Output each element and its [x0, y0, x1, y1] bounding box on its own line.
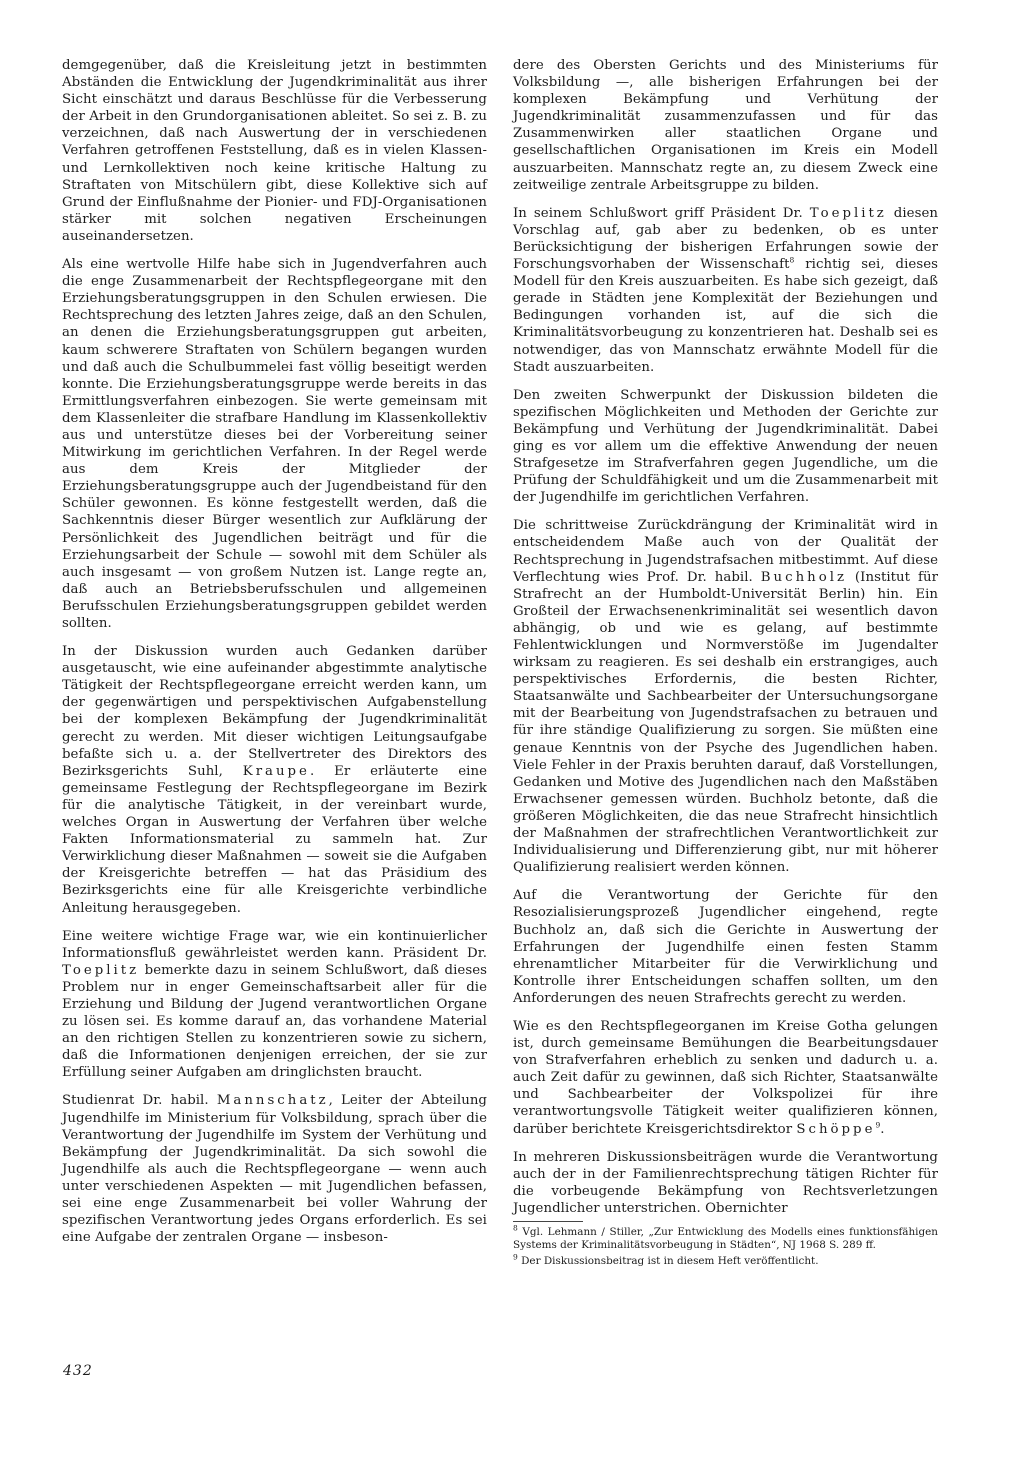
person-name: Schöppe — [796, 1121, 876, 1137]
footnote-reference[interactable]: 8 — [789, 255, 795, 265]
paragraph-text: Wie es den Rechtspflegeorganen im Kreise Gotha gelungen ist, durch gemeinsame Bemühungen die Bearbeitungsdauer von Strafverfahren erheblich zu senken und dadurch u. a. auch Zeit dafür zu gewinnen, daß sich Richter, Staatsanwälte und Sachbearbeiter der Volkspolizei für ihre verantwortungsvolle Tätigkeit weiter qualifizieren können, darüber berichtete Kreisgerichtsdirektor — [513, 1018, 938, 1137]
paragraph-text: Eine weitere wichtige Frage war, wie ein kontinuierlicher Informationsfluß gewährleistet werden kann. Präsident Dr. — [62, 928, 487, 961]
footnote-reference[interactable]: 9 — [875, 1120, 881, 1130]
person-name: Toeplitz — [809, 205, 887, 221]
paragraph-text: In mehreren Diskussionsbeiträgen wurde die Verantwortung auch der in der Familienrechtsprechung tätigen Richter für die vorbeugende Bekämpfung von Rechtsverletzungen Jugendlicher unterstrichen. Obernichter — [513, 1149, 938, 1216]
paragraph — [62, 1092, 487, 1246]
paragraph — [513, 1018, 938, 1138]
paragraph-text: . — [880, 1121, 885, 1137]
paragraph — [513, 887, 938, 1007]
paragraph — [62, 643, 487, 917]
paragraph — [513, 387, 938, 507]
footnote-divider — [513, 1221, 583, 1222]
person-name: Kraupe — [242, 763, 310, 779]
paragraph — [513, 1149, 938, 1217]
paragraph-text: In der Diskussion wurden auch Gedanken darüber ausgetauscht, wie eine aufeinander abgestimmte analytische Tätigkeit der Rechtspflegeorgane erreicht werden kann, um der gegenwärtigen und perspektivischen Aufgabenstellung bei der komplexen Bekämpfung der Jugendkriminalität gerecht zu werden. Mit dieser wichtigen Leitungsaufgabe befaßte sich u. a. der Stellvertreter des Direktors des Bezirksgerichts Suhl, — [62, 644, 487, 779]
paragraph — [62, 256, 487, 632]
page-number: 432 — [63, 1363, 93, 1379]
person-name: Toeplitz — [62, 962, 140, 978]
footnote-text: Vgl. Lehmann / Stiller, „Zur Entwicklung des Modells eines funktionsfähigen Systems der Kriminalitätsvorbeugung in Städten“, NJ 1968 S. 289 ff. — [513, 1226, 938, 1252]
footnote-text: Der Diskussionsbeitrag ist in diesem Heft veröffentlicht. — [521, 1255, 819, 1268]
paragraph — [62, 928, 487, 1082]
right-column — [513, 57, 938, 1272]
footnote — [513, 1252, 938, 1268]
paragraph — [513, 205, 938, 376]
footnote-mark: 8 — [513, 1223, 518, 1233]
paragraph-text: Die schrittweise Zurückdrängung der Kriminalität wird in entscheidendem Maße auch von der Qualität der Rechtsprechung in Jugendstrafsachen mitbestimmt. Auf diese Verflechtung wies Prof. Dr. habil. — [513, 518, 938, 585]
person-name: Buchholz — [760, 569, 847, 585]
paragraph-text: demgegenüber, daß die Kreisleitung jetzt in bestimmten Abständen die Entwicklung der Jugendkriminalität aus ihrer Sicht einschätzt und daraus Beschlüsse für die Verbesserung der Arbeit in den Grundorganisationen ableitet. So sei z. B. zu verzeichnen, daß nach Auswertung der in verschiedenen Verfahren getroffenen Feststellung, daß es in vielen Klassen- und Lernkollektiven noch keine kritische Haltung zu Straftaten von Mitschülern gibt, diese Kollektive sich auf Grund der Einflußnahme der Pionier- und FDJ-Organisationen stärker mit solchen negativen Erscheinungen auseinandersetzen. — [62, 58, 487, 244]
footnote — [513, 1223, 938, 1252]
paragraph-text: Auf die Verantwortung der Gerichte für den Resozialisierungsprozeß Jugendlicher eingehend, regte Buchholz an, daß sich die Gerichte in Auswertung der Erfahrungen der Jugendhilfe einen festen Stamm ehrenamtlicher Mitarbeiter für die Verwirklichung und Kontrolle ihrer Entscheidungen schaffen sollten, um den Anforderungen des neuen Strafrechts gerecht zu werden. — [513, 888, 938, 1006]
paragraph-text: bemerkte dazu in seinem Schlußwort, daß dieses Problem nur in enger Gemeinschaftsarbeit aller für die Erziehung und Bildung der Jugend verantwortlichen Organe zu lösen sei. Es komme darauf an, das vorhandene Material an den richtigen Stellen zu konzentrieren sowie zu sichern, daß die Informationen denjenigen erreichen, der sie zur Erfüllung seiner Aufgaben am dringlichsten braucht. — [62, 962, 487, 1081]
paragraph-text: . Er erläuterte eine gemeinsame Festlegung der Rechtspflegeorgane im Bezirk für die analytische Tätigkeit, in der vereinbart wurde, welches Organ in Auswertung der Verfahren über welche Fakten Informationsmaterial zu sammeln hat. Zur Verwirklichung dieser Maßnahmen — soweit sie die Aufgaben der Kreisgerichte betreffen — hat das Präsidium des Bezirksgerichts eine für alle Kreisgerichte verbindliche Anleitung herausgegeben. — [62, 763, 487, 916]
paragraph-text: Studienrat Dr. habil. — [62, 1093, 217, 1109]
paragraph — [62, 57, 487, 245]
paragraph-text: Den zweiten Schwerpunkt der Diskussion bildeten die spezifischen Möglichkeiten und Methoden der Gerichte zur Bekämpfung und Verhütung der Jugendkriminalität. Dabei ging es vor allem um die effektive Anwendung der neuen Strafgesetze im Strafverfahren gegen Jugendliche, um die Prüfung der Schuldfähigkeit und um die Zusammenarbeit mit der Jugendhilfe im gerichtlichen Verfahren. — [513, 387, 938, 506]
left-column — [62, 57, 487, 1257]
paragraph-text: , Leiter der Abteilung Jugendhilfe im Ministerium für Volksbildung, sprach über die Verantwortung der Jugendhilfe im System der Verhütung und Bekämpfung der Jugendkriminalität. Da sich sowohl die Jugendhilfe als auch die Rechtspflegeorgane — wenn auch unter verschiedenen Aspekten — mit Jugendlichen befassen, sei eine enge Zusammenarbeit bei voller Wahrung der spezifischen Verantwortung jedes Organs erforderlich. Es sei eine Aufgabe der zentralen Organe — insbeson- — [62, 1093, 487, 1246]
person-name: Mannschatz — [216, 1093, 329, 1109]
footnote-mark: 9 — [513, 1252, 518, 1262]
paragraph-text: richtig sei, dieses Modell für den Kreis auszuarbeiten. Es habe sich gezeigt, daß gerade in Städten jene Komplexität der Beziehungen und Bedingungen vorhanden ist, auf die sich die Kriminalitätsvorbeugung zu konzentrieren hat. Deshalb sei es notwendiger, das von Mannschatz erwähnte Modell für die Stadt auszuarbeiten. — [513, 257, 938, 375]
paragraph — [513, 57, 938, 194]
paragraph — [513, 517, 938, 876]
paragraph-text: (Institut für Strafrecht an der Humboldt-Universität Berlin) hin. Ein Großteil der Erwachsenenkriminalität sei wesentlich davon abhängig, ob und wie es gelang, auf bestimmte Fehlentwicklungen und Normverstöße im Jugendalter wirksam zu reagieren. Es sei deshalb ein erstrangiges, auch perspektivisches Erfordernis, die besten Richter, Staatsanwälte und Sachbearbeiter der Untersuchungsorgane mit der Bearbeitung von Jugendstrafsachen zu betrauen und für ihre ständige Qualifizierung zu sorgen. Sie müßten eine genaue Kenntnis von der Psyche des Jugendlichen haben. Viele Fehler in der Praxis beruhten darauf, daß Vorstellungen, Gedanken und Motive des Jugendlichen nach den Maßstäben Erwachsener gemessen würden. Buchholz betonte, daß die größeren Möglichkeiten, die das neue Strafrecht hinsichtlich der Maßnahmen der strafrechtlichen Verantwortlichkeit zur Individualisierung und Differenzierung gibt, nur mit höherer Qualifizierung realisiert werden können. — [513, 569, 939, 876]
paragraph-text: dere des Obersten Gerichts und des Ministeriums für Volksbildung —, alle bisherigen Erfahrungen bei der komplexen Bekämpfung und Verhütung der Jugendkriminalität zusammenzufassen und für das Zusammenwirken aller staatlichen Organe und gesellschaftlichen Organisationen im Kreis ein Modell auszuarbeiten. Mannschatz regte an, zu diesem Zweck eine zeitweilige zentrale Arbeitsgruppe zu bilden. — [513, 58, 938, 193]
paragraph-text: Als eine wertvolle Hilfe habe sich in Jugendverfahren auch die enge Zusammenarbeit der Rechtspflegeorgane mit den Erziehungsberatungsgruppen in den Schulen erwiesen. Die Rechtsprechung des letzten Jahres zeige, daß an den Schulen, an denen die Erziehungsberatungsgruppen gut arbeiten, kaum schwerere Straftaten von Schülern begangen wurden und daß auch die Schulbummelei fast völlig beseitigt werden konnte. Die Erziehungsberatungsgruppe werde bereits in das Ermittlungsverfahren einbezogen. Sie werte gemeinsam mit dem Klassenleiter die strafbare Handlung im Klassenkollektiv aus und unterstütze dieses bei der Vorbereitung seiner Mitwirkung im gerichtlichen Verfahren. In der Regel werde aus dem Kreis der Mitglieder der Erziehungsberatungsgruppe auch der Jugendbeistand für den Schüler gewonnen. Es könne festgestellt werden, daß die Sachkenntnis dieser Bürger wesentlich zur Aufklärung der Persönlichkeit des Jugendlichen beiträgt und für die Erziehungsarbeit der Schule — sowohl mit dem Schüler als auch insgesamt — von großem Nutzen ist. Lange regte an, daß auch an Betriebsberufsschulen und allgemeinen Berufsschulen Erziehungsberatungsgruppen gebildet werden sollten. — [62, 257, 487, 631]
paragraph-text: In seinem Schlußwort griff Präsident Dr. — [513, 205, 810, 221]
paragraph-text: diesen Vorschlag auf, gab aber zu bedenken, ob es unter Berücksichtigung der bisherigen Erfahrungen sowie der Forschungsvorhaben der Wissenschaft — [513, 205, 938, 273]
